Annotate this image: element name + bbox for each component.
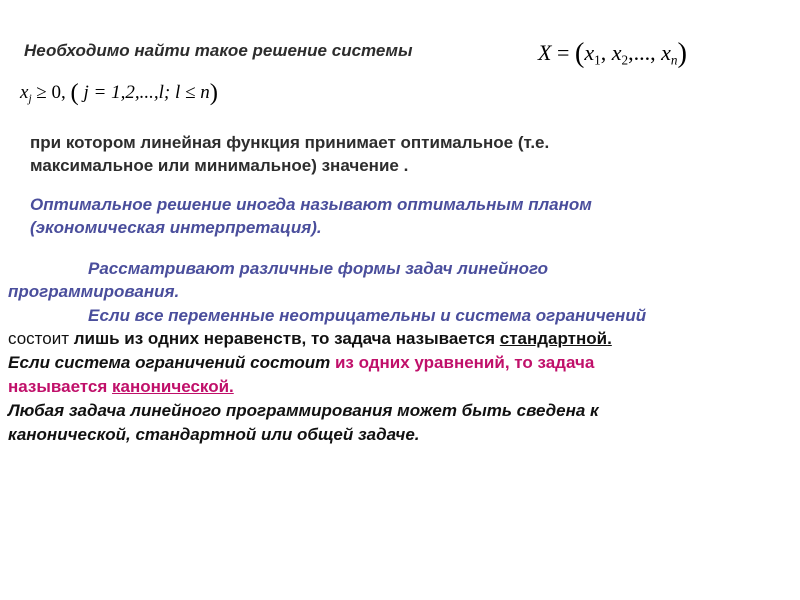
formula-cond-body: j = 1,2,...,l; l ≤ n: [78, 82, 210, 103]
para3-line5: [8, 352, 594, 374]
formula-x-eq: =: [556, 40, 570, 65]
formula-x2-sub: 2: [621, 52, 629, 68]
formula-cond-x: x: [20, 82, 29, 103]
formula-xn: x: [661, 40, 671, 65]
formula-cond-geq: ≥ 0,: [31, 82, 71, 103]
para3-line3: Если все переменные неотрицательны и система ограничений: [88, 306, 647, 325]
formula-x2: x: [611, 40, 622, 65]
intro-text: Необходимо найти такое решение системы: [24, 41, 413, 60]
para3-line5-a: Если система ограничений состоит: [8, 353, 335, 372]
para3-line1: Рассматривают различные формы задач линейного: [88, 259, 549, 278]
formula-condition: [20, 80, 218, 106]
para3-line7: Любая задача линейного программирования может быть сведена к: [8, 401, 599, 420]
formula-x-dots: ,...,: [628, 40, 662, 65]
formula-cond-open: (: [70, 79, 79, 106]
formula-x-comma: ,: [600, 40, 612, 65]
word-sostoit: состоит: [8, 329, 69, 348]
term-standard: стандартной: [499, 329, 608, 348]
para3-line8: канонической, стандартной или общей задаче.: [8, 425, 420, 444]
para3-line6: [8, 376, 234, 398]
para3-line4: [8, 328, 612, 350]
para3-line5-b: из одних уравнений, то задача: [334, 353, 595, 372]
formula-x1: x: [584, 40, 595, 65]
para1-line1: при котором линейная функция принимает оптимальное (т.е.: [30, 133, 550, 152]
para2-line2: (экономическая интерпретация).: [30, 218, 322, 237]
para3-line6-a: называется: [8, 377, 113, 396]
formula-x-close: ): [677, 38, 688, 69]
formula-x-vector: [538, 38, 687, 68]
formula-xn-sub: n: [670, 52, 678, 68]
para3-line4-dot: .: [607, 329, 612, 348]
para3-line2: программирования.: [8, 282, 180, 301]
formula-cond-x-sub: j: [28, 92, 32, 105]
para2-line1: Оптимальное решение иногда называют оптимальным планом: [30, 195, 592, 214]
term-canonical: канонической.: [112, 377, 234, 396]
formula-x-open: (: [574, 38, 585, 69]
formula-x-lhs: X: [538, 40, 552, 65]
para3-line4-text: лишь из одних неравенств, то задача называется: [68, 329, 500, 348]
formula-cond-close: ): [209, 79, 218, 106]
para1-line2: максимальное или минимальное) значение .: [30, 156, 409, 175]
formula-x1-sub: 1: [594, 52, 601, 68]
